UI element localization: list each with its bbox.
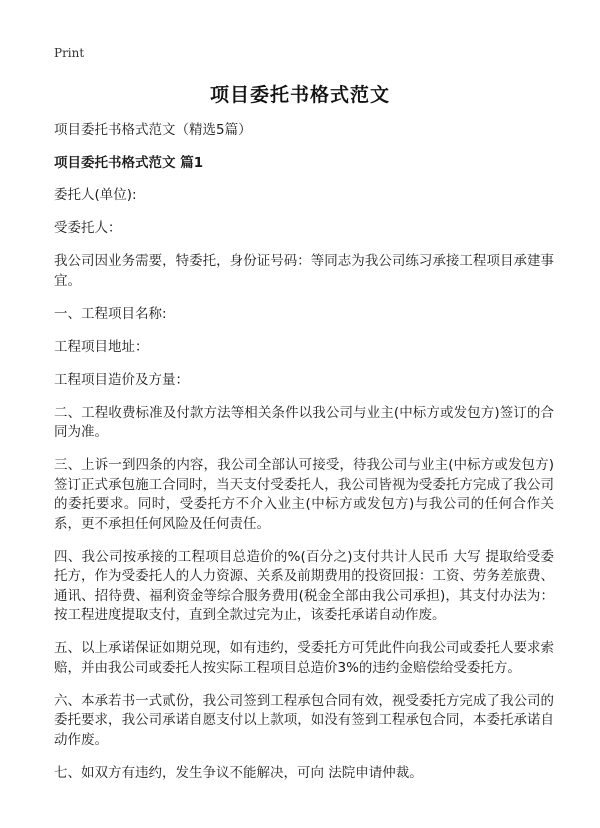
paragraph-item-3: 三、上诉一到四条的内容，我公司全部认可接受，待我公司与业主(中标方或发包方)签订正式承包施工合同时，当天支付受委托人，我公司皆视为受委托方完成了我公司的委托要求。同时，受委托方不介入业主(中标方或发包方)与我公司的任何合作关系，更不承担任何风险及任何责任。 xyxy=(54,457,554,532)
paragraph-agent: 受委托人： xyxy=(54,220,122,236)
paragraph-item-2: 二、工程收费标准及付款方法等相关条件以我公司与业主(中标方或发包方)签订的合同为准。 xyxy=(54,404,554,440)
paragraph-client: 委托人(单位): xyxy=(54,187,137,203)
section-heading: 项目委托书格式范文 篇1 xyxy=(54,155,204,171)
paragraph-item-6: 六、本承若书一式贰份，我公司签到工程承包合同有效，视受委托方完成了我公司的委托要求，我公司承诺自愿支付以上款项，如没有签到工程承包合同，本委托承诺自动作废。 xyxy=(54,692,554,748)
print-label: Print xyxy=(54,46,85,60)
paragraph-item-5: 五、以上承诺保证如期兑现，如有违约，受委托方可凭此件向我公司或委托人要求索赔，并由我公司或委托人按实际工程项目总造价3%的违约金赔偿给受委托方。 xyxy=(54,640,554,676)
paragraph-project-address: 工程项目地址： xyxy=(54,338,149,355)
document-body xyxy=(54,120,554,797)
paragraph-item-1: 一、工程项目名称: xyxy=(54,305,167,322)
paragraph-item-4: 四、我公司按承接的工程项目总造价的%(百分之)支付共计人民币 大写 提取给受委托方，作为受委托人的人力资源、关系及前期费用的投资回报：工资、劳务差旅费、通讯、招待费、福利资金等综合服务费用(税金全部由我公司承担)，其支付办法为：按工程进度提取支付，直到全款过完为止，该委托承诺自动作废。 xyxy=(54,548,554,623)
paragraph-item-7: 七、如双方有违约，发生争议不能解决，可向 法院申请仲裁。 xyxy=(54,764,423,781)
document-subtitle: 项目委托书格式范文（精选5篇） xyxy=(54,122,252,138)
paragraph-project-cost: 工程项目造价及方量： xyxy=(54,371,189,388)
paragraph-intro: 我公司因业务需要，特委托，身份证号码：等同志为我公司练习承接工程项目承建事宜。 xyxy=(54,253,554,289)
document-title: 项目委托书格式范文 xyxy=(209,84,390,106)
